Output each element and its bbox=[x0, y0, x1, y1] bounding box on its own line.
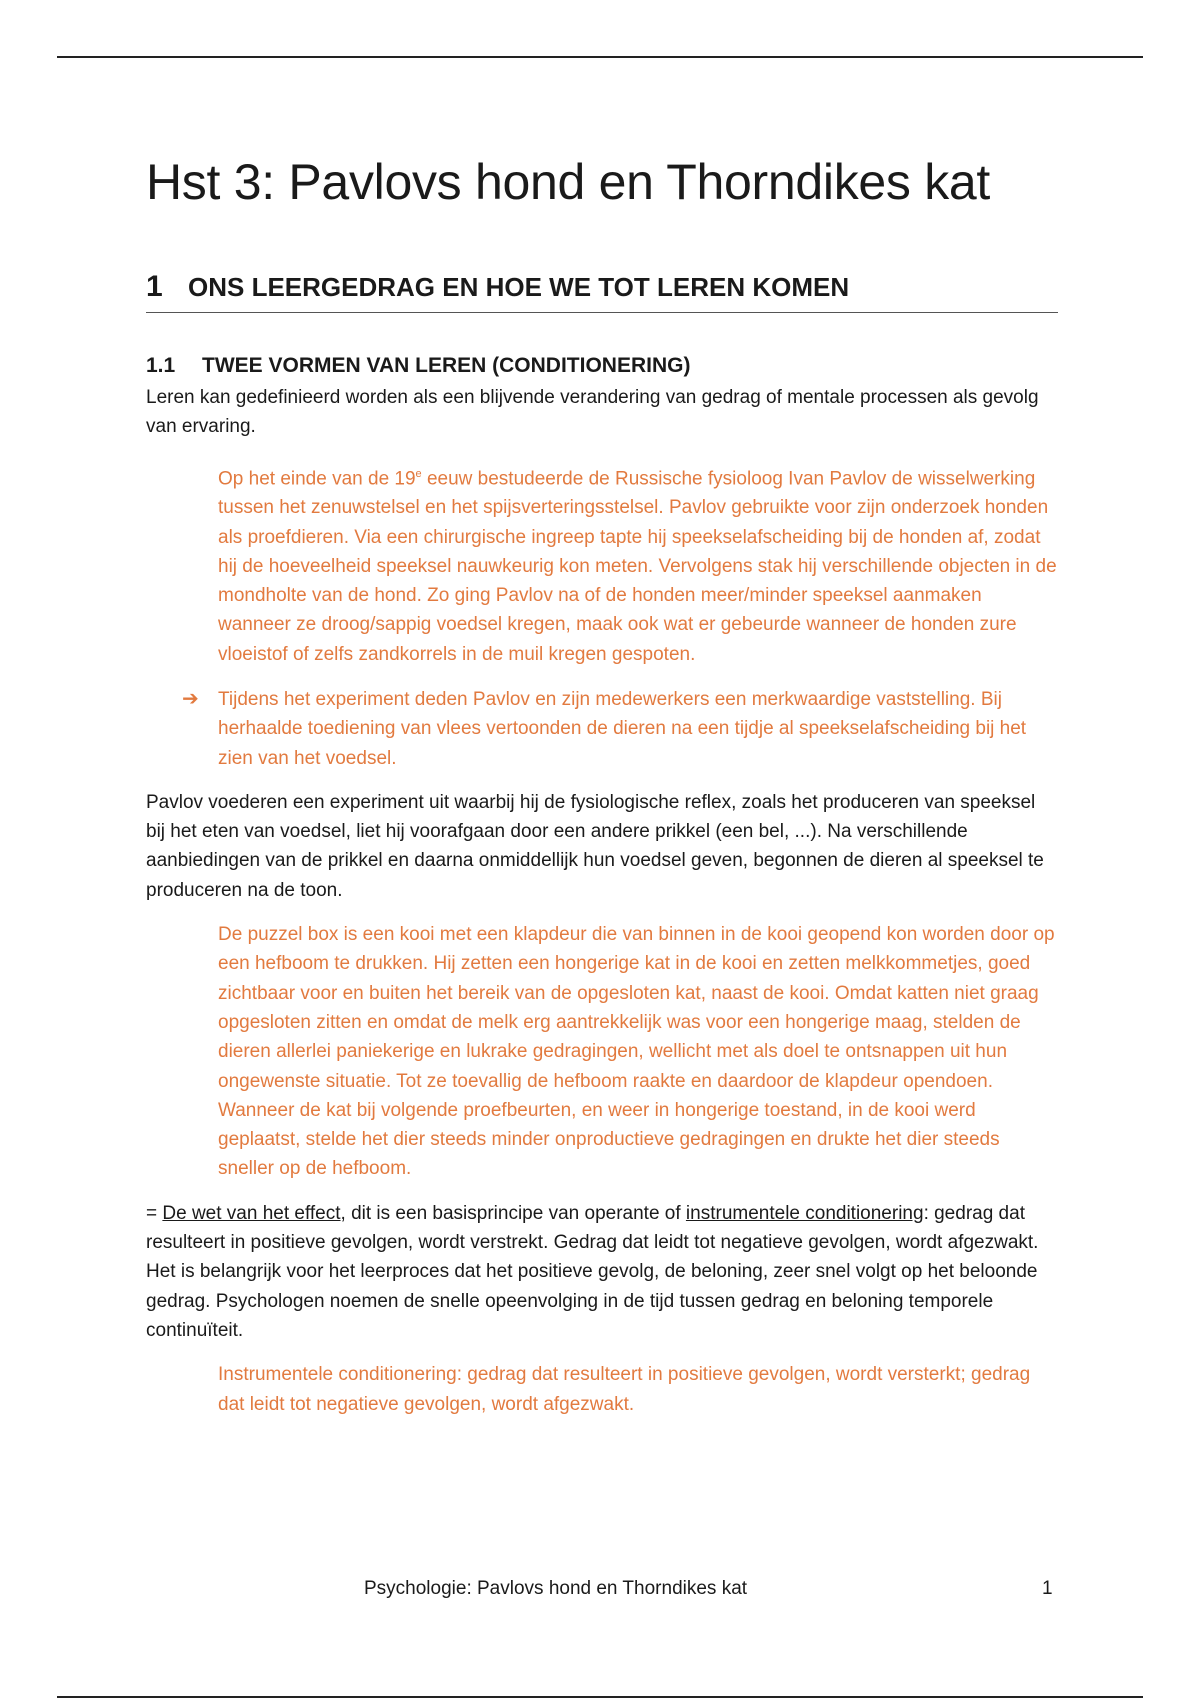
instrumental-conditioning-term: instrumentele conditionering bbox=[685, 1202, 924, 1224]
document-title: Hst 3: Pavlovs hond en Thorndikes kat bbox=[146, 154, 991, 210]
instrumental-quote: Instrumentele conditionering: gedrag dat resulteert in positieve gevolgen, wordt versterkt; gedrag dat leidt tot negatieve gevolgen, wordt afgezwakt. bbox=[218, 1364, 1031, 1415]
puzzlebox-quote: De puzzel box is een kooi met een klapdeur die van binnen in de kooi geopend kon worden door op een hefboom te drukken. Hij zetten een hongerige kat in de kooi en zetten melkkommetjes, goed zichtbaar voor en buiten het bereik van de opgesloten kat, naast de kooi. Omdat katten niet graag opgesloten zitten en omdat de melk erg aantrekkelijk was voor een hongerige maag, stelden de dieren allerlei paniekerige en lukrake gedragingen, wellicht met als doel te ontsnappen uit hun ongewenste situatie. Tot ze toevallig de hefboom raakte en daardoor de klapdeur opendoen. Wanneer de kat bij volgende proefbeurten, en weer in hongerige toestand, in de kooi werd geplaatst, stelde het dier steeds minder onproductieve gedragingen en drukte het dier steeds sneller op de hefboom. bbox=[218, 924, 1055, 1180]
arrow-note bbox=[146, 685, 1058, 773]
pavlov-quote-text-start: Op het einde van de 19 bbox=[218, 467, 416, 489]
arrow-right-icon: ➔ bbox=[182, 688, 199, 710]
footer-title: Psychologie: Pavlovs hond en Thorndikes kat bbox=[364, 1578, 748, 1599]
footer-rule bbox=[57, 1696, 1143, 1698]
law-rest: : gedrag dat resulteert in positieve gevolgen, wordt verstrekt. Gedrag dat leidt tot negatieve gevolgen, wordt afgezwakt. Het is belangrijk voor het leerproces dat het positieve gevolg, de beloning, zeer snel volgt op het beloonde gedrag. Psychologen noemen de snelle opeenvolging in de tijd tussen gedrag en beloning temporele continuïteit. bbox=[146, 1202, 1039, 1341]
century-superscript: e bbox=[415, 467, 422, 480]
page-number: 1 bbox=[1042, 1578, 1053, 1599]
section-title: ONS LEERGEDRAG EN HOE WE TOT LEREN KOMEN bbox=[188, 272, 850, 302]
arrow-note-text: Tijdens het experiment deden Pavlov en zijn medewerkers een merkwaardige vaststelling. Bij herhaalde toediening van vlees vertoonden de dieren na een tijdje al speekselafscheiding bij het zien van het voedsel. bbox=[218, 689, 1027, 769]
subsection-title: TWEE VORMEN VAN LEREN (CONDITIONERING) bbox=[202, 354, 691, 377]
pavlov-experiment-paragraph: Pavlov voederen een experiment uit waarbij hij de fysiologische reflex, zoals het produceren van speeksel bij het eten van voedsel, liet hij voorafgaan door een andere prikkel (een bel, ...). Na verschillende aanbiedingen van de prikkel en daarna onmiddellijk hun voedsel geven, begonnen de dieren al speeksel te produceren na de toon. bbox=[146, 791, 1044, 901]
law-of-effect-term: De wet van het effect bbox=[162, 1202, 341, 1224]
section-heading bbox=[146, 270, 1058, 313]
pavlov-quote-text-end: eeuw bestudeerde de Russische fysioloog Ivan Pavlov de wisselwerking tussen het zenuwstelsel en het spijsverteringsstelsel. Pavlov gebruikte voor zijn onderzoek honden als proefdieren. Via een chirurgische ingreep tapte hij speekselafscheiding bij de honden af, zodat hij de hoeveelheid speeksel nauwkeurig kon meten. Vervolgens stak hij verschillende objecten in de mondholte van de hond. Zo ging Pavlov na of de honden meer/minder speeksel aanmaken wanneer ze droog/sappig voedsel kregen, maak ook wat er gebeurde wanneer de honden zure vloeistof of zelfs zandkorrels in de muil kregen gespoten. bbox=[218, 467, 1057, 665]
definition-paragraph: Leren kan gedefinieerd worden als een blijvende verandering van gedrag of mentale processen als gevolg van ervaring. bbox=[146, 387, 1039, 438]
subsection-heading bbox=[146, 353, 1058, 379]
header-rule bbox=[57, 56, 1143, 58]
law-mid: , dit is een basisprincipe van operante of bbox=[340, 1202, 686, 1224]
section-number: 1 bbox=[146, 270, 163, 303]
law-prefix: = bbox=[146, 1202, 163, 1224]
subsection-number: 1.1 bbox=[146, 354, 176, 377]
pavlov-quote bbox=[218, 460, 1058, 669]
law-of-effect-paragraph bbox=[146, 1199, 1058, 1345]
page-content bbox=[146, 140, 1058, 1419]
